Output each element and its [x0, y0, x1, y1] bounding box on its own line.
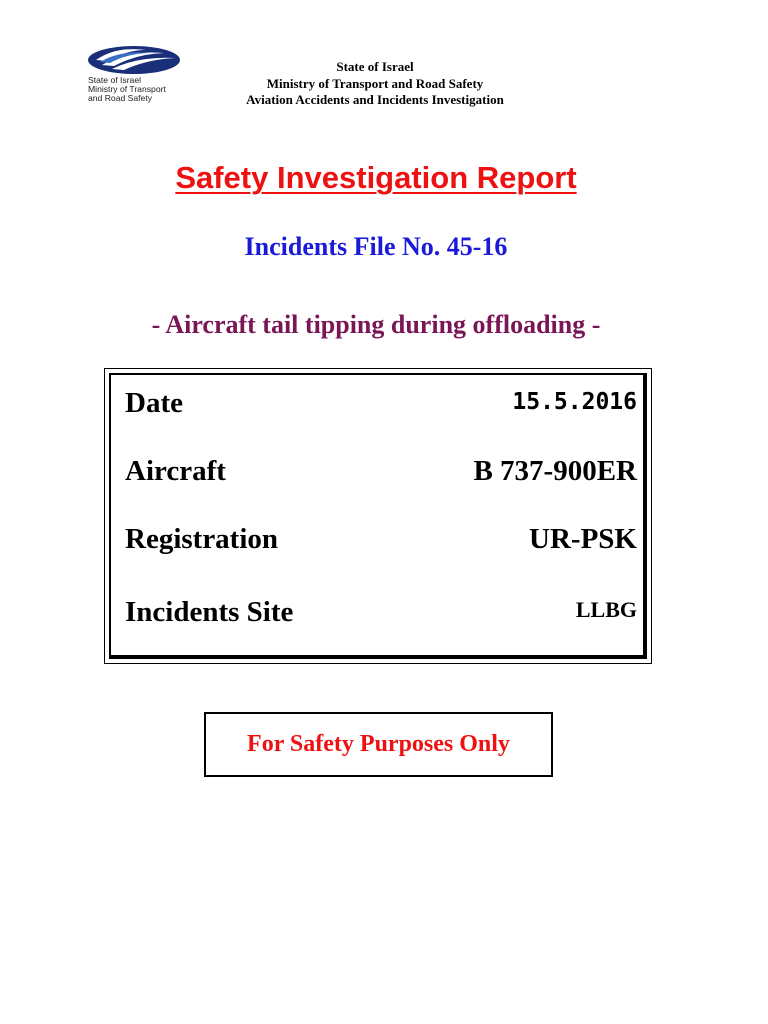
registration-label: Registration [125, 523, 279, 555]
aircraft-value: B 737-900ER [473, 455, 637, 487]
logo-line-1: State of Israel [88, 75, 142, 85]
swoosh-emblem-icon [86, 44, 182, 78]
header-line-1: State of Israel [336, 59, 414, 74]
details-box [104, 368, 652, 664]
file-number: Incidents File No. 45-16 [244, 232, 508, 261]
ministry-logo [82, 44, 190, 108]
aircraft-label: Aircraft [125, 455, 226, 487]
report-title: Safety Investigation Report [175, 160, 577, 195]
site-value: LLBG [575, 597, 637, 622]
site-label: Incidents Site [125, 596, 294, 628]
logo-line-2: Ministry of Transport [88, 84, 166, 94]
logo-line-3: and Road Safety [88, 93, 153, 103]
logo-caption [88, 76, 198, 103]
registration-value: UR-PSK [529, 523, 637, 555]
date-label: Date [125, 387, 183, 419]
header-block [200, 59, 550, 109]
date-value: 15.5.2016 [512, 389, 637, 415]
header-line-2: Ministry of Transport and Road Safety [266, 75, 484, 91]
header-line-3: Aviation Accidents and Incidents Investigation [246, 92, 504, 107]
report-subtitle: - Aircraft tail tipping during offloading - [151, 310, 601, 339]
safety-notice-box [204, 712, 553, 777]
details-frame [109, 373, 647, 659]
safety-notice-text: For Safety Purposes Only [247, 731, 510, 757]
